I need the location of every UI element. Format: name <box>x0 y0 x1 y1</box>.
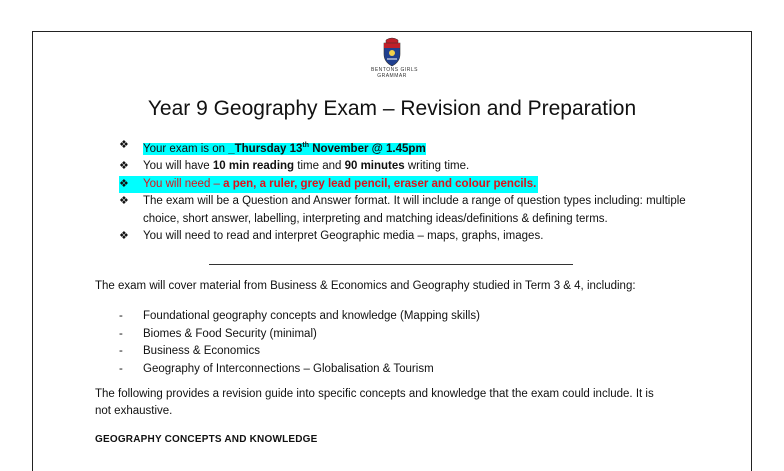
diamond-bullet-icon: ❖ <box>119 195 129 208</box>
exam-details-list <box>119 137 719 246</box>
diamond-bullet-icon: ❖ <box>119 139 129 151</box>
list-item <box>119 137 719 158</box>
list-item: ❖ The exam will be a Question and Answer format. It will include a range of question types including: multiple choice, short answer, labelling, interpreting and matching ideas/definitions & defining terms. <box>119 195 686 225</box>
list-item: - Biomes & Food Security (minimal) <box>119 326 480 344</box>
topics-list <box>119 308 480 378</box>
guide-paragraph-line2: not exhaustive. <box>95 405 173 417</box>
dash-bullet-icon: - <box>119 345 123 357</box>
school-logo <box>371 37 418 79</box>
list-item: - Geography of Interconnections – Globalisation & Tourism <box>119 361 480 379</box>
dash-bullet-icon: - <box>119 362 123 375</box>
highlighted-text: Your exam is on _Thursday 13th November @ 1.45pm <box>143 142 426 155</box>
section-heading: GEOGRAPHY CONCEPTS AND KNOWLEDGE <box>95 434 318 445</box>
list-item: - Foundational geography concepts and knowledge (Mapping skills) <box>119 308 480 326</box>
document-page <box>32 31 752 471</box>
dash-bullet-icon: - <box>119 310 123 322</box>
diamond-bullet-icon: ❖ <box>119 160 129 173</box>
list-item: ❖ You will need – a pen, a ruler, grey lead pencil, eraser and colour pencils. <box>119 176 538 194</box>
diamond-bullet-icon: ❖ <box>119 177 129 190</box>
document-title: Year 9 Geography Exam – Revision and Preparation <box>147 97 637 120</box>
list-item: ❖ You will have 10 min reading time and 90 minutes writing time. <box>119 158 719 176</box>
logo-text-line2: GRAMMAR <box>377 73 407 79</box>
list-item: ❖ You will need to read and interpret Geographic media – maps, graphs, images. <box>119 228 719 246</box>
diamond-bullet-icon: ❖ <box>119 230 129 243</box>
guide-paragraph-line1: The following provides a revision guide into specific concepts and knowledge that the exam could include. It is <box>95 388 654 400</box>
intro-paragraph: The exam will cover material from Business & Economics and Geography studied in Term 3 & 4, including: <box>95 280 636 292</box>
school-crest-icon <box>381 37 403 67</box>
list-item: - Business & Economics <box>119 343 480 361</box>
dash-bullet-icon: - <box>119 327 123 340</box>
horizontal-divider <box>209 264 573 265</box>
logo-text-line1: BENTONS GIRLS <box>371 67 418 73</box>
